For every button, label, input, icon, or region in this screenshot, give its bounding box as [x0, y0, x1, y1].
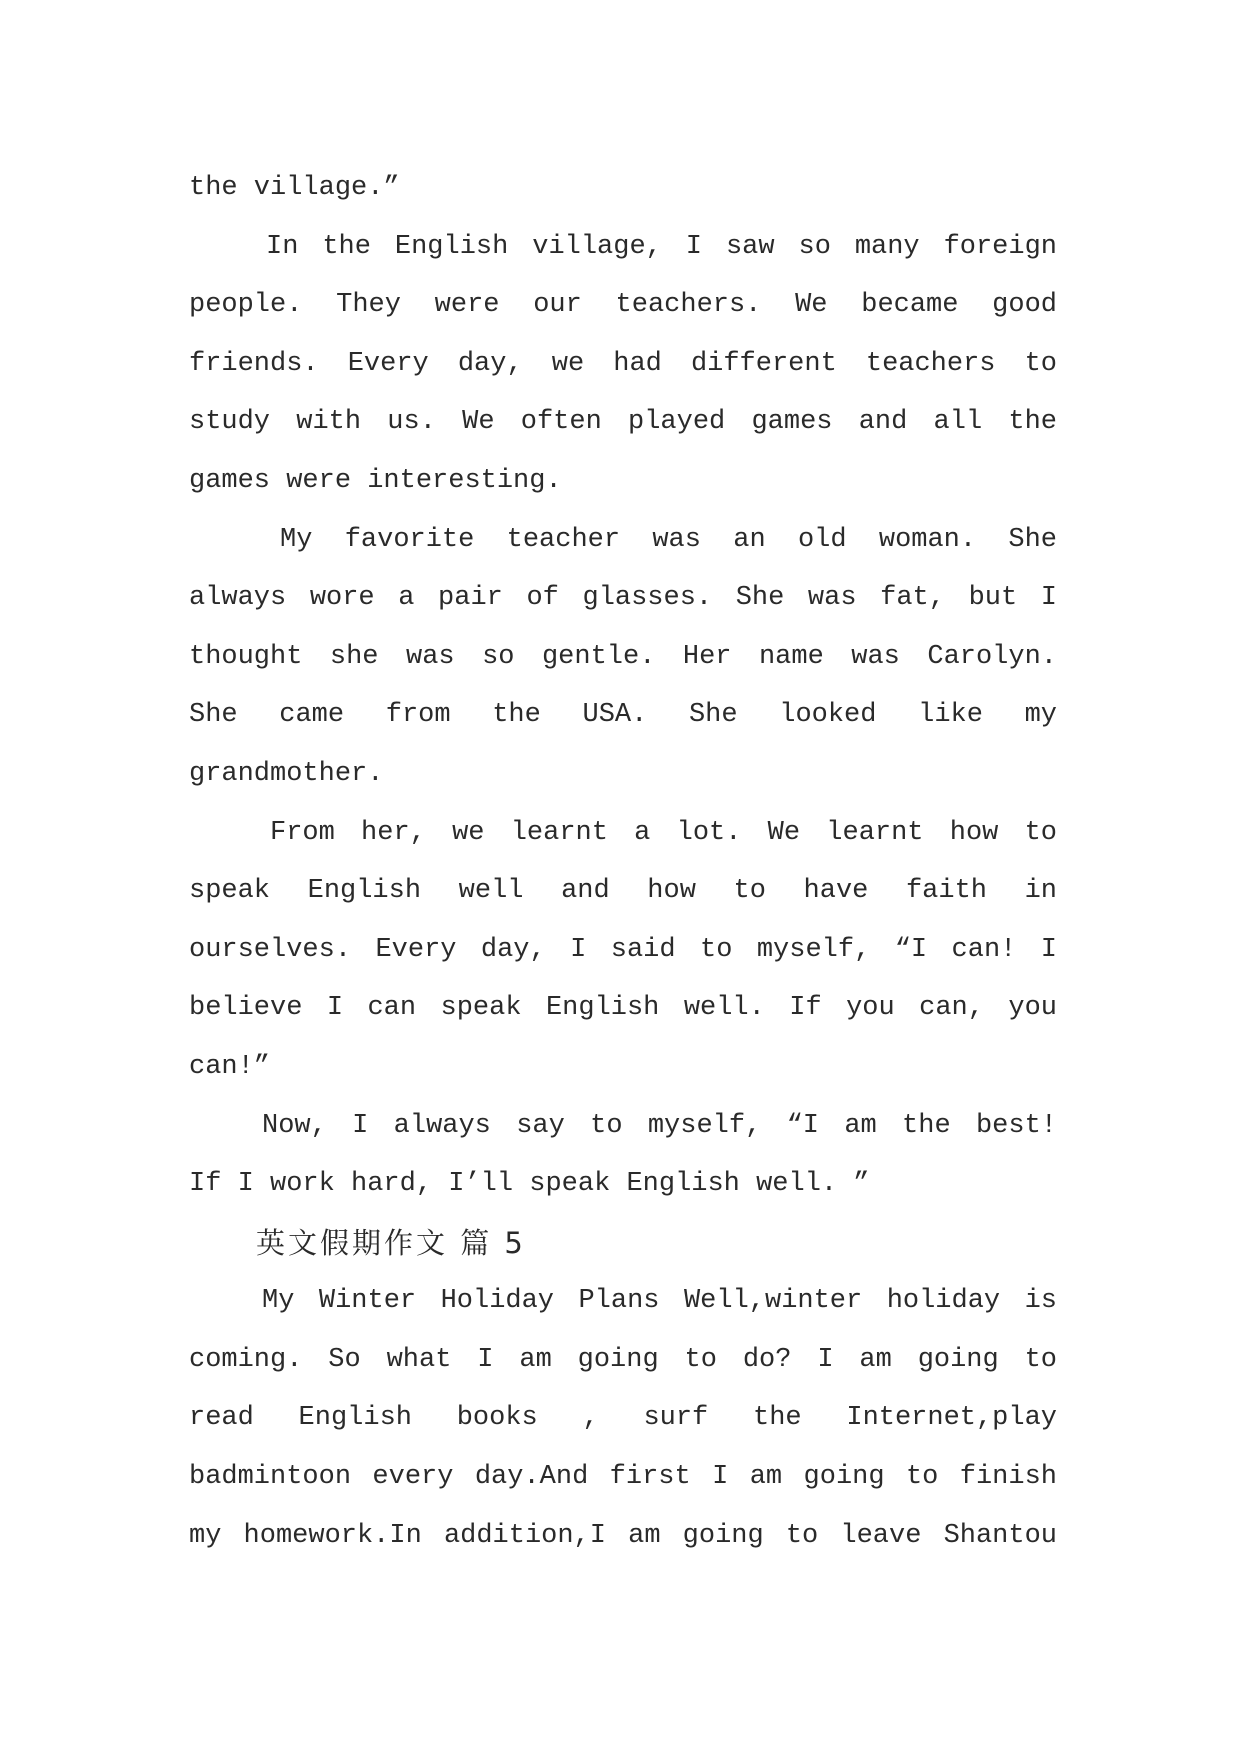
- text-line: My Winter Holiday Plans Well,winter holiday is: [262, 1286, 1057, 1317]
- paragraph: [189, 1097, 1057, 1214]
- text-line: the village.”: [189, 173, 400, 203]
- paragraph: [189, 159, 1057, 218]
- text-line: ourselves. Every day, I said to myself, “I can! I: [189, 934, 1057, 965]
- text-line: people. They were our teachers. We became good: [189, 290, 1057, 321]
- text-line: friends. Every day, we had different teachers to: [189, 348, 1057, 379]
- text-line: She came from the USA. She looked like my: [189, 700, 1057, 731]
- text-line: My favorite teacher was an old woman. She: [280, 524, 1057, 555]
- text-line: If I work hard, I’ll speak English well. ”: [189, 1169, 870, 1200]
- text-line: grandmother.: [189, 758, 384, 789]
- text-line: thought she was so gentle. Her name was Carolyn.: [189, 641, 1057, 672]
- text-line: study with us. We often played games and all the: [189, 407, 1057, 438]
- paragraph: [189, 511, 1057, 804]
- text-line: coming. So what I am going to do? I am going to: [189, 1344, 1057, 1375]
- paragraph: [189, 218, 1057, 511]
- text-line: can!”: [189, 1051, 271, 1082]
- text-line: believe I can speak English well. If you can, you: [189, 993, 1057, 1024]
- text-line: Now, I always say to myself, “I am the best!: [262, 1110, 1057, 1141]
- text-line: From her, we learnt a lot. We learnt how to: [270, 817, 1057, 848]
- section-heading: [189, 1214, 1057, 1273]
- text-line: speak English well and how to have faith in: [189, 876, 1057, 907]
- text-line: my homework.In addition,I am going to leave Shantou: [189, 1520, 1057, 1551]
- text-line: read English books , surf the Internet,play: [189, 1403, 1057, 1434]
- paragraph: [189, 804, 1057, 1097]
- document-page: [189, 159, 1057, 1565]
- text-line: In the English village, I saw so many foreign: [266, 231, 1057, 262]
- paragraph: [189, 1272, 1057, 1565]
- text-line: badmintoon every day.And first I am going to finish: [189, 1462, 1057, 1493]
- text-line: always wore a pair of glasses. She was fat, but I: [189, 583, 1057, 614]
- heading-text: 英文假期作文 篇 5: [256, 1225, 526, 1260]
- text-line: games were interesting.: [189, 465, 562, 496]
